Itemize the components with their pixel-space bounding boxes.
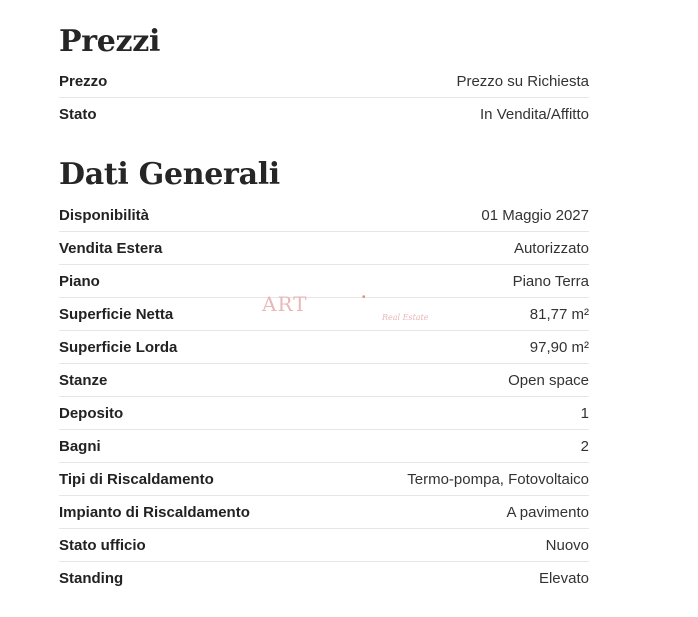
property-details — [59, 0, 589, 595]
watermark-dot-icon: • — [362, 292, 366, 303]
detail-value: Open space — [508, 371, 589, 389]
detail-label: Deposito — [59, 404, 124, 422]
detail-row-superficie-netta — [59, 298, 589, 331]
detail-value: In Vendita/Affitto — [480, 106, 589, 123]
detail-row-superficie-lorda — [59, 331, 589, 364]
watermark-brand: ART — [262, 292, 308, 316]
detail-row-stanze — [59, 364, 589, 397]
detail-row-disponibilita — [59, 199, 589, 232]
detail-label: Stato — [59, 106, 97, 123]
detail-row-piano — [59, 265, 589, 298]
detail-label: Superficie Netta — [59, 305, 174, 323]
detail-value: 01 Maggio 2027 — [481, 206, 589, 224]
detail-value: 2 — [580, 437, 589, 455]
detail-label: Stato ufficio — [59, 536, 146, 554]
watermark-tagline: Real Estate — [382, 313, 429, 322]
detail-value: Prezzo su Richiesta — [456, 72, 589, 90]
detail-row-standing — [59, 562, 589, 595]
section-title-prezzi: Prezzi — [59, 24, 161, 59]
detail-label: Tipi di Riscaldamento — [59, 470, 214, 488]
detail-label: Superficie Lorda — [59, 338, 178, 356]
detail-label: Standing — [59, 570, 124, 587]
detail-label: Bagni — [59, 437, 101, 455]
detail-row-vendita-estera — [59, 232, 589, 265]
detail-value: Piano Terra — [512, 272, 589, 290]
detail-label: Piano — [59, 272, 100, 290]
detail-row-bagni — [59, 430, 589, 463]
detail-value: Autorizzato — [513, 239, 589, 257]
detail-row-prezzo — [59, 65, 589, 98]
detail-label: Disponibilità — [59, 206, 149, 224]
detail-label: Prezzo — [59, 72, 108, 90]
detail-value: 1 — [580, 404, 589, 422]
detail-value: A pavimento — [506, 503, 589, 521]
detail-row-impianto-riscaldamento — [59, 496, 589, 529]
detail-value: Nuovo — [545, 536, 589, 554]
detail-label: Impianto di Riscaldamento — [59, 503, 250, 521]
detail-label: Vendita Estera — [59, 239, 163, 257]
detail-row-tipi-riscaldamento — [59, 463, 589, 496]
detail-value: Elevato — [538, 570, 589, 587]
detail-value: Termo-pompa, Fotovoltaico — [407, 470, 589, 488]
detail-label: Stanze — [59, 371, 108, 389]
prezzi-list — [59, 65, 589, 131]
detail-value: 97,90 m² — [529, 338, 589, 356]
detail-row-stato-ufficio — [59, 529, 589, 562]
detail-row-stato — [59, 98, 589, 131]
detail-value: 81,77 m² — [529, 305, 589, 323]
section-title-dati-generali: Dati Generali — [59, 157, 280, 192]
dati-generali-list — [59, 199, 589, 595]
detail-row-deposito — [59, 397, 589, 430]
